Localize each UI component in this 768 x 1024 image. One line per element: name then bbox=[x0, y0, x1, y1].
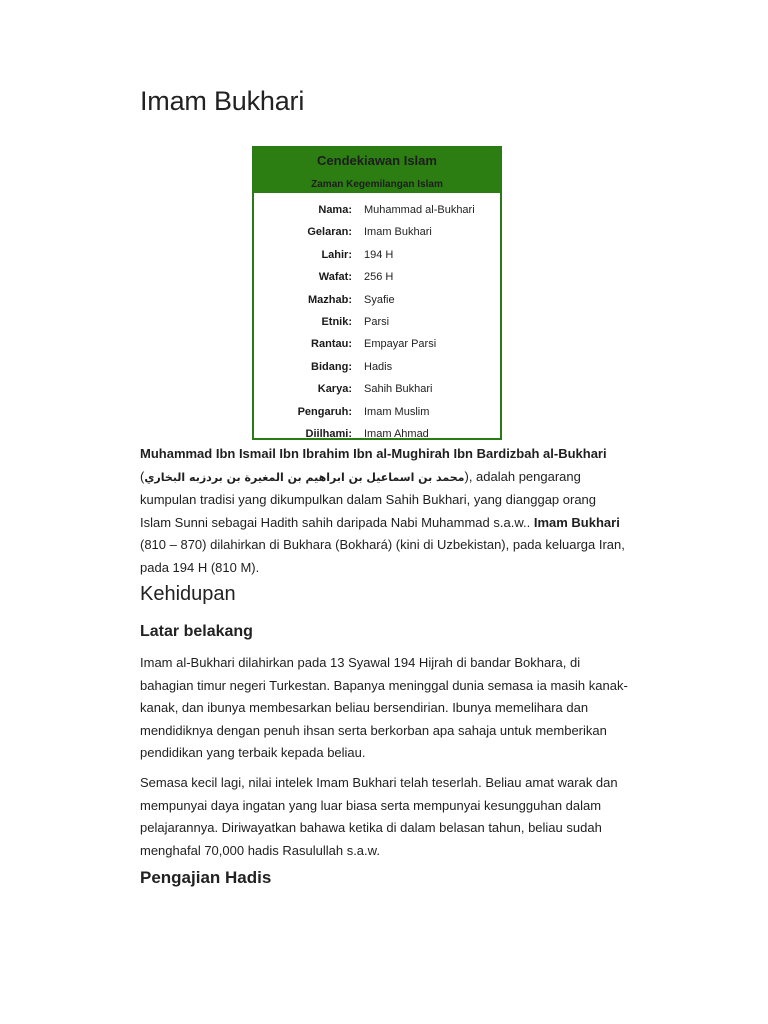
intro-text-2: (810 – 870) dilahirkan di Bukhara (Bokhará) (kini di Uzbekistan), pada keluarga Iran, pada 194 H (810 M). bbox=[140, 537, 625, 575]
infobox-key: Gelaran: bbox=[307, 226, 352, 239]
infobox-key: Etnik: bbox=[321, 316, 352, 328]
infobox-value: Syafie bbox=[364, 293, 395, 306]
infobox-header bbox=[254, 148, 500, 193]
infobox-key: Bidang: bbox=[311, 360, 352, 373]
infobox-row bbox=[254, 334, 500, 354]
section-heading-latar-belakang: Latar belakang bbox=[140, 623, 253, 640]
infobox-subtitle: Zaman Kegemilangan Islam bbox=[311, 179, 443, 190]
infobox-row bbox=[254, 402, 500, 422]
intro-open-paren: ( bbox=[140, 468, 145, 484]
infobox-row bbox=[254, 357, 500, 377]
intro-arabic-name: محمد بن اسماعيل بن ابراهيم بن المغيرة بن بردزبه البخاري bbox=[144, 470, 465, 484]
infobox-key: Pengaruh: bbox=[297, 405, 352, 418]
infobox-row bbox=[254, 200, 500, 220]
infobox-value: Imam Bukhari bbox=[364, 226, 432, 239]
infobox-key: Rantau: bbox=[311, 338, 352, 351]
infobox-row bbox=[254, 312, 500, 332]
infobox-value: Hadis bbox=[364, 360, 393, 373]
infobox-value: Sahih Bukhari bbox=[364, 383, 433, 396]
infobox-row bbox=[254, 267, 500, 287]
infobox-key: Nama: bbox=[318, 204, 352, 216]
latar-paragraph-2: Semasa kecil lagi, nilai intelek Imam Bukhari telah teserlah. Beliau amat warak dan mempunyai daya ingatan yang luar biasa serta mempunyai kesungguhan dalam pelajarannya. Diriwayatkan bahawa ketika di dalam belasan tahun, beliau sudah menghafal 70,000 hadis Rasulullah s.a.w. bbox=[140, 775, 618, 858]
infobox-row bbox=[254, 245, 500, 265]
infobox-row bbox=[254, 424, 500, 444]
infobox-value: 256 H bbox=[364, 271, 394, 284]
infobox-value: Imam Muslim bbox=[364, 405, 430, 418]
intro-paragraph bbox=[140, 443, 630, 579]
intro-text-1: ), adalah pengarang kumpulan tradisi yang dikumpulkan dalam Sahih Bukhari, yang dianggap orang Islam Sunni sebagai Hadith sahih daripada Nabi Muhammad s.a.w.. bbox=[140, 468, 597, 530]
infobox-key: Wafat: bbox=[318, 271, 352, 284]
infobox-key: Diilhami: bbox=[305, 428, 352, 440]
section-heading-kehidupan: Kehidupan bbox=[140, 583, 236, 605]
infobox-title: Cendekiawan Islam bbox=[317, 153, 437, 168]
infobox-key: Karya: bbox=[317, 383, 352, 396]
infobox-key: Lahir: bbox=[321, 248, 352, 261]
infobox-value: Imam Ahmad bbox=[364, 428, 429, 440]
infobox-row bbox=[254, 222, 500, 242]
intro-name: Muhammad Ibn Ismail Ibn Ibrahim Ibn al-Mughirah Ibn Bardizbah al-Bukhari bbox=[140, 446, 607, 461]
intro-bold-name: Imam Bukhari bbox=[533, 514, 620, 530]
infobox-value: Parsi bbox=[364, 316, 390, 328]
infobox-key: Mazhab: bbox=[308, 293, 352, 306]
infobox-row bbox=[254, 379, 500, 399]
page-title: Imam Bukhari bbox=[140, 86, 305, 116]
infobox bbox=[252, 146, 502, 440]
infobox-row bbox=[254, 290, 500, 310]
latar-paragraph-1: Imam al-Bukhari dilahirkan pada 13 Syawal 194 Hijrah di bandar Bokhara, di bahagian timur negeri Turkestan. Bapanya meninggal dunia semasa ia masih kanak-kanak, dan ibunya membesarkan beliau bersendirian. Ibunya memelihara dan mendidiknya dengan penuh ihsan serta berkorban apa sahaja untuk memberikan pendidikan yang terbaik kepada beliau. bbox=[140, 655, 628, 760]
section-heading-pengajian-hadis: Pengajian Hadis bbox=[140, 868, 272, 887]
infobox-value: Empayar Parsi bbox=[364, 338, 437, 351]
infobox-value: Muhammad al-Bukhari bbox=[364, 204, 475, 216]
infobox-value: 194 H bbox=[364, 248, 394, 261]
